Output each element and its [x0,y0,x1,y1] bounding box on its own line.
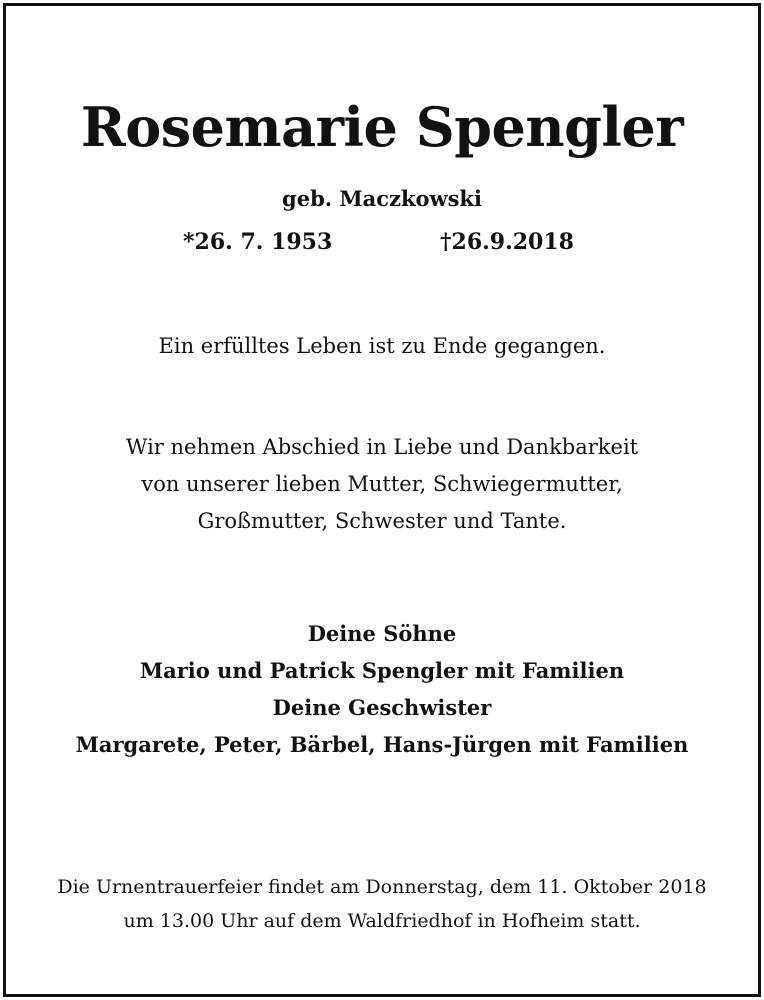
farewell-text [0,429,764,540]
motto: Ein erfülltes Leben ist zu Ende gegangen. [158,334,606,358]
life-dates [0,227,764,257]
family-line: Margarete, Peter, Bärbel, Hans-Jürgen mit Familien [75,732,689,757]
service-line: um 13.00 Uhr auf dem Waldfriedhof in Hofheim statt. [123,910,641,932]
family-line: Deine Geschwister [272,695,492,720]
family-signatures [0,615,764,763]
service-info [0,870,764,938]
family-line: Mario und Patrick Spengler mit Familien [139,658,625,683]
death-date: †26.9.2018 [440,229,574,255]
farewell-line: Wir nehmen Abschied in Liebe und Dankbarkeit [125,435,639,459]
farewell-line: Großmutter, Schwester und Tante. [197,509,567,533]
maiden-name: geb. Maczkowski [282,186,482,211]
birth-date: *26. 7. 1953 [183,229,333,255]
family-line: Deine Söhne [307,621,457,646]
service-line: Die Urnentrauerfeier findet am Donnerstag, dem 11. Oktober 2018 [57,876,707,898]
farewell-line: von unserer lieben Mutter, Schwiegermutter, [141,472,623,496]
deceased-name: Rosemarie Spengler [80,95,684,159]
